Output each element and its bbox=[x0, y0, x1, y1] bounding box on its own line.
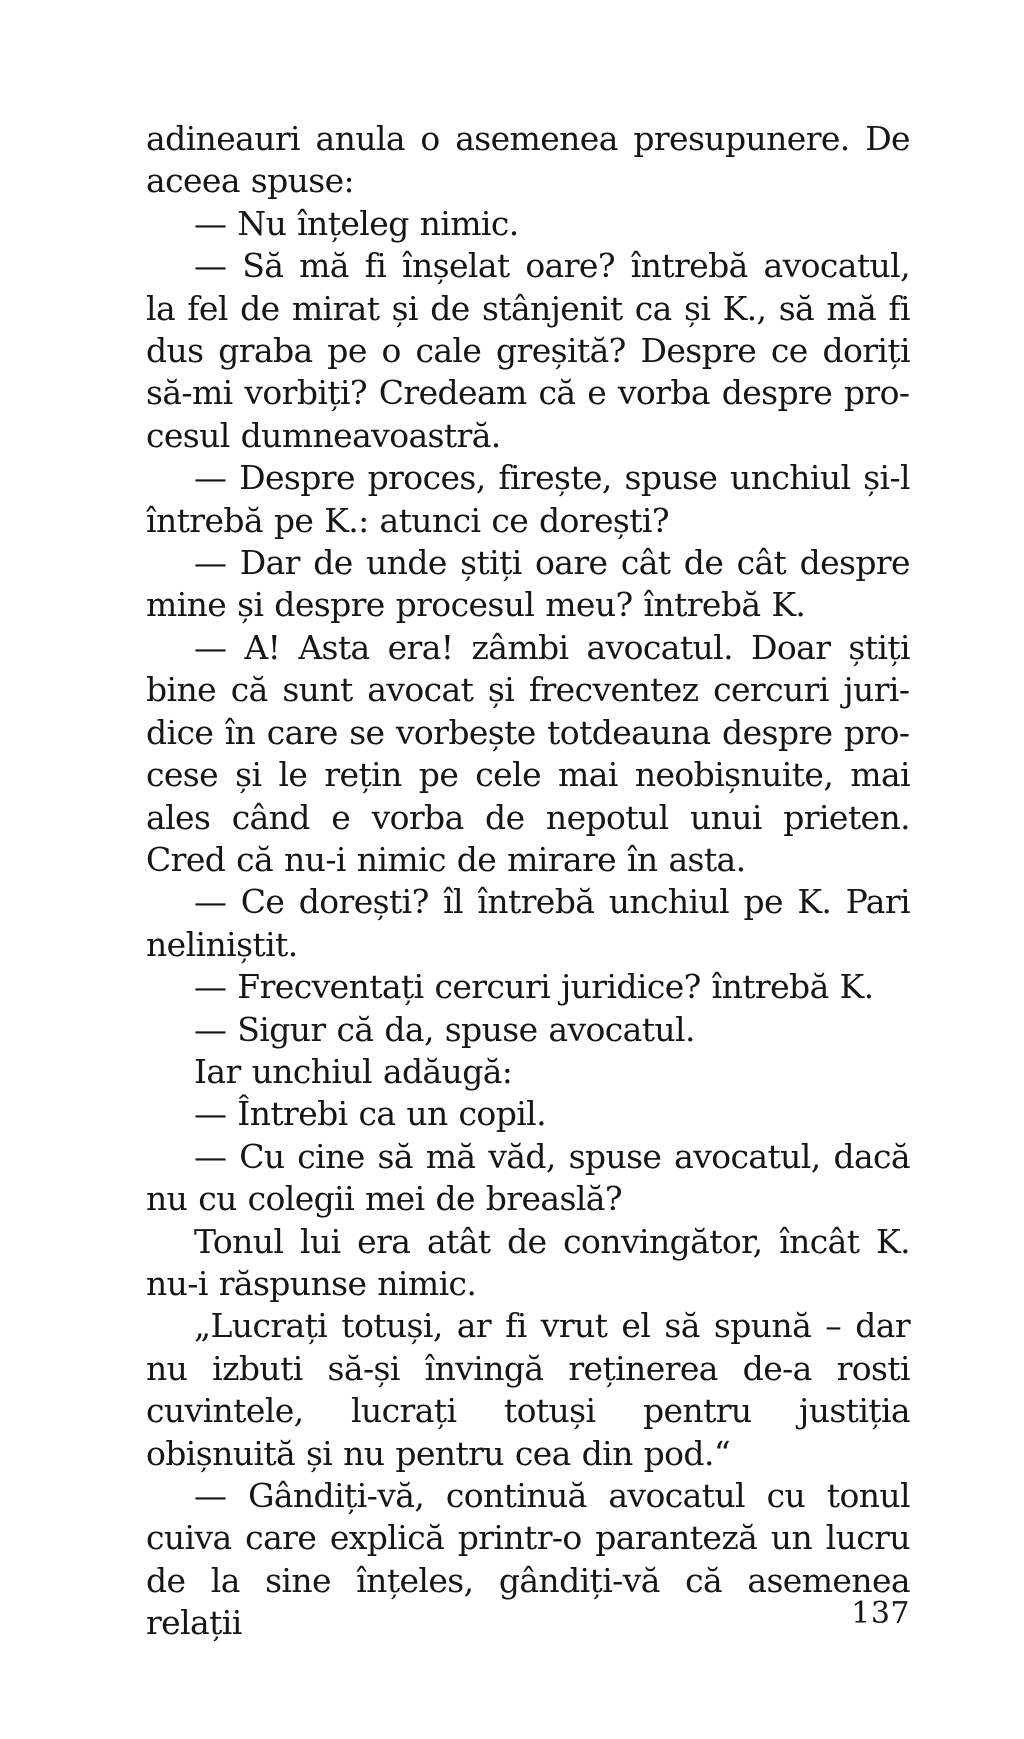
paragraph: — Dar de unde știți oare cât de cât despre mine și despre procesul meu? întrebă K. bbox=[146, 543, 910, 625]
paragraph: Tonul lui era atât de convingător, încât K. nu-i răspunse nimic. bbox=[146, 1221, 910, 1303]
paragraph: „Lucrați totuși, ar fi vrut el să spună – dar nu izbuti să-și învingă reținerea de-a rosti cuvintele, lucrați totuși pentru justiția obișnuită și nu pentru cea din pod.“ bbox=[146, 1306, 910, 1473]
paragraph: — Gândiți-vă, continuă avocatul cu tonul cuiva care explică printr-o paranteză un lucru de la sine înțeles, gândiți-vă că asemenea relații bbox=[146, 1476, 910, 1643]
paragraph: adineauri anula o asemenea presupunere. De aceea spuse: bbox=[146, 119, 910, 201]
page-number: 137 bbox=[851, 1596, 910, 1631]
paragraph: — Întrebi ca un copil. bbox=[194, 1094, 547, 1134]
paragraph: — Frecventați cercuri juridice? întrebă K. bbox=[194, 967, 874, 1007]
paragraph: Iar unchiul adăugă: bbox=[194, 1051, 513, 1091]
paragraph: — Cu cine să mă văd, spuse avocatul, dacă nu cu colegii mei de breaslă? bbox=[146, 1136, 910, 1219]
paragraph: — A! Asta era! zâmbi avocatul. Doar știți bine că sunt avocat și frecventez cercuri juridice în care se vorbește totdeauna despre procese și le rețin pe cele mai neobișnuite, mai ales când e vorba de nepotul unui prieten. Cred că nu-i nimic de mirare în asta. bbox=[146, 627, 910, 879]
paragraph: — Să mă fi înșelat oare? întrebă avocatul, la fel de mirat și de stânjenit ca și K., să mă fi dus graba pe o cale greșită? Despre ce doriți să-mi vorbiți? Credeam că e vorba despre procesul dumneavoastră. bbox=[146, 246, 910, 455]
body-text bbox=[146, 118, 910, 1645]
paragraph: — Despre proces, firește, spuse unchiul și-l întrebă pe K.: atunci ce dorești? bbox=[146, 458, 910, 540]
paragraph: — Sigur că da, spuse avocatul. bbox=[194, 1009, 695, 1049]
paragraph: — Nu înțeleg nimic. bbox=[194, 203, 519, 243]
paragraph: — Ce dorești? îl întrebă unchiul pe K. Pari neliniștit. bbox=[146, 882, 910, 964]
